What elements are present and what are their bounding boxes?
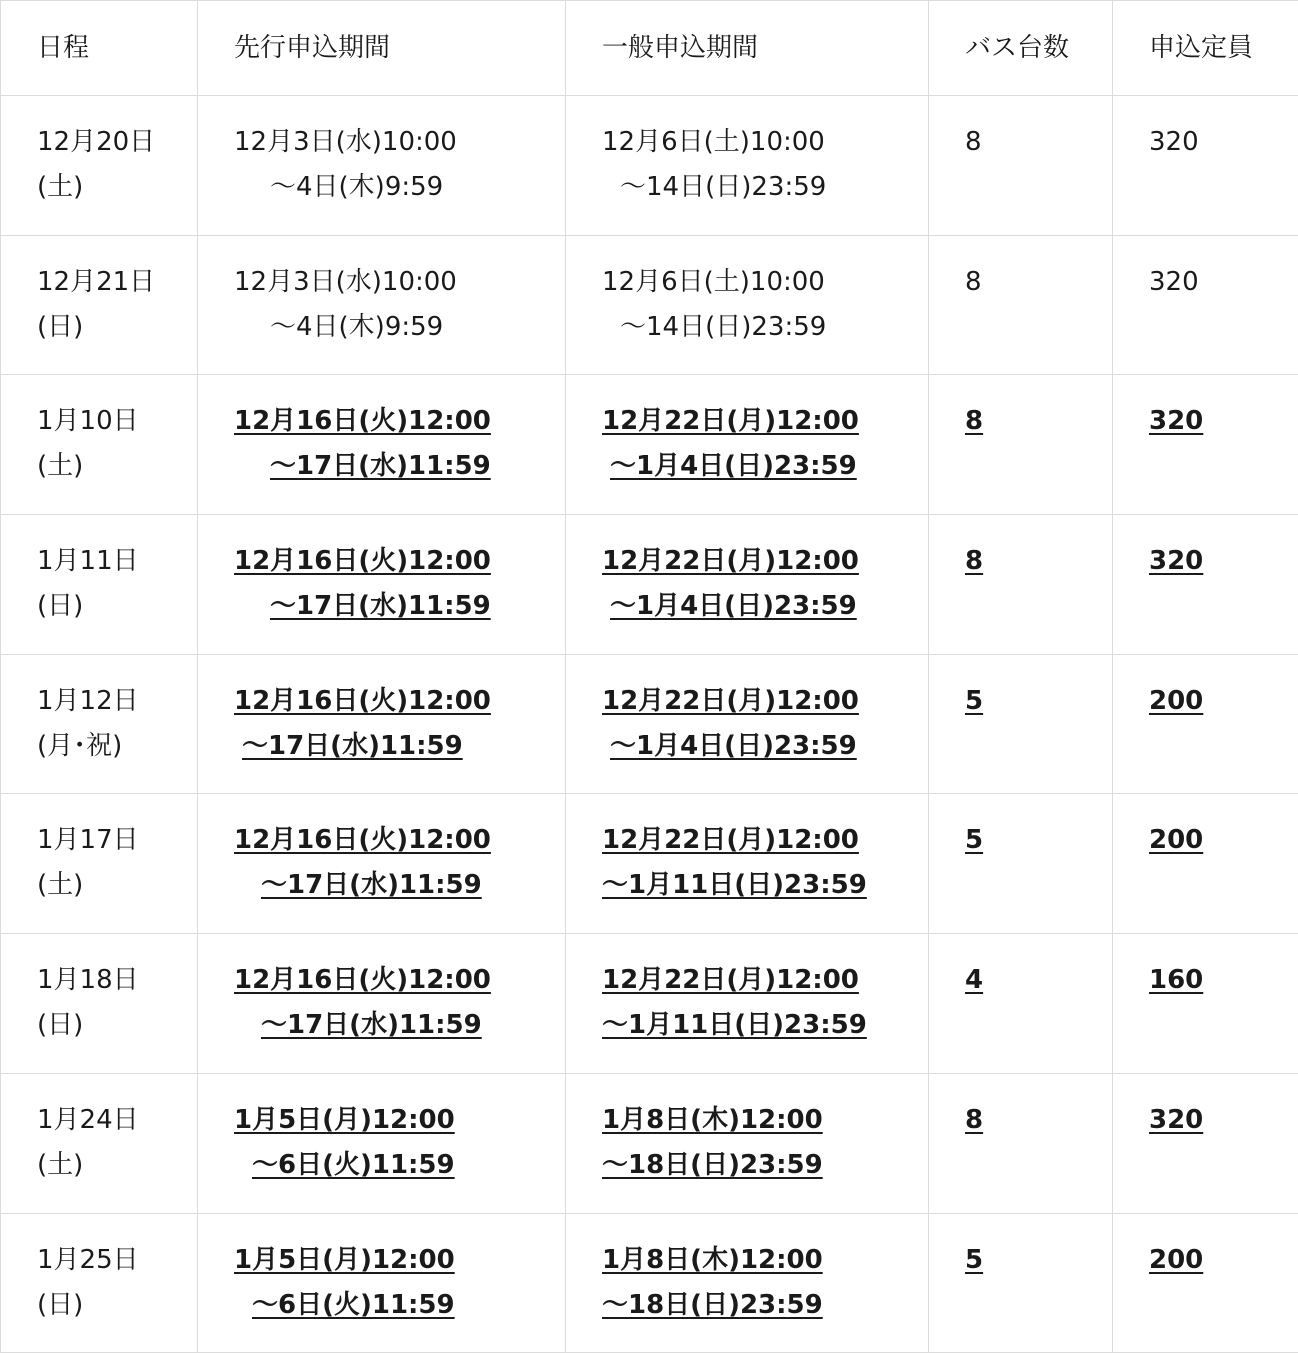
general-period-cell xyxy=(566,96,929,236)
capacity: 320 xyxy=(1149,267,1199,297)
capacity: 200 xyxy=(1149,825,1203,855)
date-line: 1月12日 xyxy=(37,679,197,724)
bus-count: 4 xyxy=(965,965,983,995)
capacity-cell xyxy=(1113,934,1298,1074)
table-row xyxy=(1,654,1298,794)
bus-count-cell xyxy=(929,1073,1113,1213)
date-cell xyxy=(1,515,198,655)
period-start: 12月16日(火)12:00 xyxy=(234,679,565,724)
date-cell xyxy=(1,794,198,934)
bus-count: 8 xyxy=(965,127,982,157)
period-start: 12月6日(土)10:00 xyxy=(602,260,928,305)
general-period-cell xyxy=(566,1073,929,1213)
date-cell xyxy=(1,1073,198,1213)
date-line: 1月10日 xyxy=(37,399,197,444)
date-cell xyxy=(1,934,198,1074)
capacity-cell xyxy=(1113,794,1298,934)
period-start: 12月22日(月)12:00 xyxy=(602,818,928,863)
period-start: 12月16日(火)12:00 xyxy=(234,818,565,863)
capacity-cell xyxy=(1113,375,1298,515)
period-end: ～14日(日)23:59 xyxy=(602,305,928,350)
pre-period-cell xyxy=(198,375,566,515)
period-start: 1月5日(月)12:00 xyxy=(234,1238,565,1283)
table-row xyxy=(1,1213,1298,1353)
period-end: ～17日(水)11:59 xyxy=(234,584,565,629)
capacity-cell xyxy=(1113,235,1298,375)
table-row xyxy=(1,96,1298,236)
weekday-line: (土) xyxy=(37,444,197,489)
general-period-cell xyxy=(566,934,929,1074)
bus-count: 5 xyxy=(965,686,983,716)
period-start: 12月6日(土)10:00 xyxy=(602,120,928,165)
weekday-line: (日) xyxy=(37,1283,197,1328)
bus-count: 5 xyxy=(965,825,983,855)
date-line: 12月20日 xyxy=(37,120,197,165)
date-cell xyxy=(1,654,198,794)
general-period-cell xyxy=(566,794,929,934)
pre-period-cell xyxy=(198,934,566,1074)
period-start: 12月3日(水)10:00 xyxy=(234,120,565,165)
capacity: 160 xyxy=(1149,965,1203,995)
pre-period-cell xyxy=(198,1213,566,1353)
weekday-line: (土) xyxy=(37,1143,197,1188)
bus-count-cell xyxy=(929,934,1113,1074)
period-end: ～1月4日(日)23:59 xyxy=(602,584,928,629)
weekday-line: (日) xyxy=(37,1003,197,1048)
general-period-cell xyxy=(566,654,929,794)
weekday-line: (月･祝) xyxy=(37,724,197,769)
date-line: 1月18日 xyxy=(37,958,197,1003)
period-end: ～18日(日)23:59 xyxy=(602,1143,928,1188)
date-cell xyxy=(1,96,198,236)
bus-count-cell xyxy=(929,96,1113,236)
capacity-cell xyxy=(1113,1073,1298,1213)
date-cell xyxy=(1,1213,198,1353)
bus-count-cell xyxy=(929,1213,1113,1353)
capacity: 320 xyxy=(1149,406,1203,436)
header-date: 日程 xyxy=(1,1,198,96)
bus-count-cell xyxy=(929,235,1113,375)
period-start: 12月22日(月)12:00 xyxy=(602,399,928,444)
capacity-cell xyxy=(1113,515,1298,655)
table-row xyxy=(1,375,1298,515)
period-start: 12月22日(月)12:00 xyxy=(602,539,928,584)
table-row xyxy=(1,515,1298,655)
bus-count-cell xyxy=(929,375,1113,515)
period-start: 12月16日(火)12:00 xyxy=(234,539,565,584)
bus-count-cell xyxy=(929,515,1113,655)
bus-count: 8 xyxy=(965,267,982,297)
capacity: 200 xyxy=(1149,686,1203,716)
general-period-cell xyxy=(566,235,929,375)
period-end: ～1月4日(日)23:59 xyxy=(602,444,928,489)
general-period-cell xyxy=(566,515,929,655)
period-end: ～6日(火)11:59 xyxy=(234,1143,565,1188)
date-line: 1月11日 xyxy=(37,539,197,584)
period-start: 12月3日(水)10:00 xyxy=(234,260,565,305)
pre-period-cell xyxy=(198,96,566,236)
period-end: ～4日(木)9:59 xyxy=(234,305,565,350)
weekday-line: (日) xyxy=(37,584,197,629)
date-line: 1月24日 xyxy=(37,1098,197,1143)
capacity: 320 xyxy=(1149,127,1199,157)
period-start: 1月5日(月)12:00 xyxy=(234,1098,565,1143)
period-start: 12月16日(火)12:00 xyxy=(234,399,565,444)
period-end: ～17日(水)11:59 xyxy=(234,444,565,489)
period-end: ～6日(火)11:59 xyxy=(234,1283,565,1328)
capacity-cell xyxy=(1113,1213,1298,1353)
period-end: ～17日(水)11:59 xyxy=(234,724,565,769)
general-period-cell xyxy=(566,375,929,515)
table-row xyxy=(1,1073,1298,1213)
capacity-cell xyxy=(1113,96,1298,236)
weekday-line: (土) xyxy=(37,165,197,210)
bus-count: 8 xyxy=(965,1105,983,1135)
period-end: ～17日(水)11:59 xyxy=(234,1003,565,1048)
capacity: 320 xyxy=(1149,1105,1203,1135)
period-end: ～14日(日)23:59 xyxy=(602,165,928,210)
period-end: ～18日(日)23:59 xyxy=(602,1283,928,1328)
bus-count: 8 xyxy=(965,406,983,436)
weekday-line: (土) xyxy=(37,863,197,908)
period-start: 12月22日(月)12:00 xyxy=(602,958,928,1003)
header-capacity: 申込定員 xyxy=(1113,1,1298,96)
date-cell xyxy=(1,235,198,375)
pre-period-cell xyxy=(198,1073,566,1213)
period-end: ～4日(木)9:59 xyxy=(234,165,565,210)
table-row xyxy=(1,794,1298,934)
pre-period-cell xyxy=(198,235,566,375)
period-end: ～1月11日(日)23:59 xyxy=(602,863,928,908)
period-end: ～1月11日(日)23:59 xyxy=(602,1003,928,1048)
period-end: ～17日(水)11:59 xyxy=(234,863,565,908)
period-start: 12月16日(火)12:00 xyxy=(234,958,565,1003)
bus-count: 5 xyxy=(965,1245,983,1275)
pre-period-cell xyxy=(198,515,566,655)
weekday-line: (日) xyxy=(37,305,197,350)
date-line: 1月17日 xyxy=(37,818,197,863)
period-start: 1月8日(木)12:00 xyxy=(602,1098,928,1143)
date-line: 12月21日 xyxy=(37,260,197,305)
header-row xyxy=(1,1,1298,96)
pre-period-cell xyxy=(198,654,566,794)
period-start: 12月22日(月)12:00 xyxy=(602,679,928,724)
header-bus-count: バス台数 xyxy=(929,1,1113,96)
general-period-cell xyxy=(566,1213,929,1353)
period-start: 1月8日(木)12:00 xyxy=(602,1238,928,1283)
pre-period-cell xyxy=(198,794,566,934)
table-row xyxy=(1,235,1298,375)
bus-count: 8 xyxy=(965,546,983,576)
table-row xyxy=(1,934,1298,1074)
date-cell xyxy=(1,375,198,515)
capacity-cell xyxy=(1113,654,1298,794)
period-end: ～1月4日(日)23:59 xyxy=(602,724,928,769)
bus-count-cell xyxy=(929,654,1113,794)
header-pre-application: 先行申込期間 xyxy=(198,1,566,96)
date-line: 1月25日 xyxy=(37,1238,197,1283)
capacity: 320 xyxy=(1149,546,1203,576)
capacity: 200 xyxy=(1149,1245,1203,1275)
header-general-application: 一般申込期間 xyxy=(566,1,929,96)
bus-count-cell xyxy=(929,794,1113,934)
